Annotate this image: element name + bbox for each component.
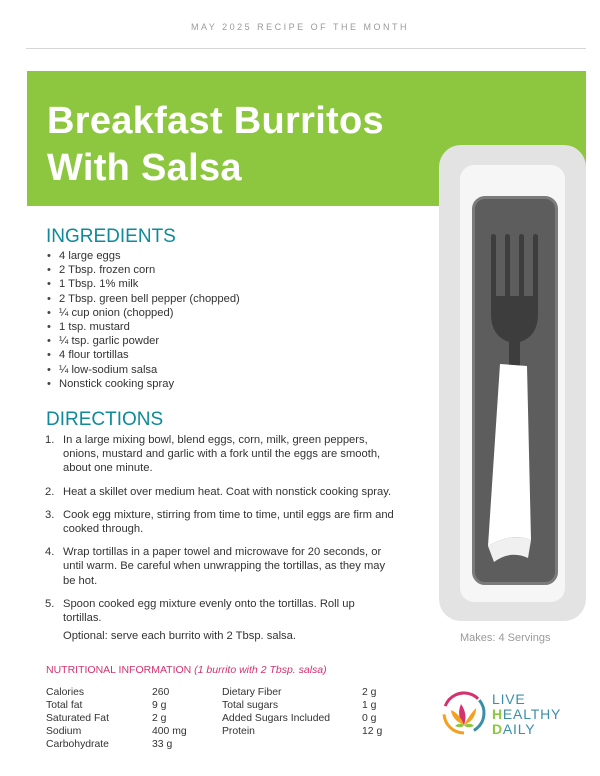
- step-text: Heat a skillet over medium heat. Coat with nonstick cooking spray.: [63, 485, 392, 498]
- ingredients-heading: INGREDIENTS: [46, 226, 176, 247]
- nutrition-row: [46, 686, 212, 699]
- logo-letter-d: D: [492, 721, 503, 737]
- step-text: Wrap tortillas in a paper towel and microwave for 20 seconds, or until warm. Be careful when unwrapping the tortillas, as they may be hot.: [63, 546, 386, 587]
- logo-letter-h: H: [492, 706, 503, 722]
- ingredient-item: • 2 Tbsp. green bell pepper (chopped): [47, 292, 240, 306]
- nutrition-table-right: [222, 686, 392, 738]
- nutrient-value: 1 g: [362, 700, 377, 711]
- ingredients-list: [47, 249, 240, 391]
- directions-heading: DIRECTIONS: [46, 409, 164, 430]
- nutrient-label: Dietary Fiber: [222, 687, 282, 698]
- nutrition-row: [46, 699, 212, 712]
- nutrient-label: Sodium: [46, 726, 82, 737]
- logo-word-daily: [492, 722, 561, 737]
- step-text: Spoon cooked egg mixture evenly onto the tortillas. Roll up tortillas.: [63, 597, 355, 625]
- nutrition-table-left: [46, 686, 212, 751]
- ingredient-item: • ¼ cup onion (chopped): [47, 306, 240, 320]
- nutrient-value: 2 g: [152, 713, 167, 724]
- direction-step: [45, 597, 395, 625]
- step-number: 3.: [45, 508, 55, 521]
- nutrient-label: Total sugars: [222, 700, 279, 711]
- recipe-title-line1: Breakfast Burritos: [47, 100, 384, 142]
- ingredient-item: • ¼ low-sodium salsa: [47, 363, 240, 377]
- step-number: 4.: [45, 546, 55, 559]
- recipe-title: [47, 98, 467, 192]
- nutrient-label: Calories: [46, 687, 85, 698]
- nutrient-value: 9 g: [152, 700, 167, 711]
- nutrition-row: [222, 712, 392, 725]
- ingredient-item: • 1 tsp. mustard: [47, 320, 240, 334]
- nutrition-serving-note: (1 burrito with 2 Tbsp. salsa): [194, 664, 327, 676]
- nutrition-row: [222, 699, 392, 712]
- ingredient-item: • ¼ tsp. garlic powder: [47, 334, 240, 348]
- nutrient-value: 2 g: [362, 687, 377, 698]
- step-text: Cook egg mixture, stirring from time to time, until eggs are firm and cooked through.: [63, 508, 394, 536]
- logo-wordmark: [492, 692, 561, 737]
- nutrient-value: 33 g: [152, 739, 173, 750]
- direction-step: [45, 545, 395, 588]
- logo-word-healthy: [492, 707, 561, 722]
- nutrient-label: Saturated Fat: [46, 713, 109, 724]
- directions-list: [45, 433, 395, 634]
- ingredient-item: • 2 Tbsp. frozen corn: [47, 263, 240, 277]
- step-number: 2.: [45, 485, 55, 498]
- nutrient-value: 12 g: [362, 726, 383, 737]
- direction-step: [45, 508, 395, 536]
- ingredient-item: • 4 flour tortillas: [47, 348, 240, 362]
- nutrition-row: [222, 725, 392, 738]
- nutrient-value: 0 g: [362, 713, 377, 724]
- nutrition-heading: [46, 664, 327, 676]
- direction-step: [45, 433, 395, 476]
- direction-step: [45, 485, 395, 499]
- logo-word-daily-rest: AILY: [502, 721, 536, 737]
- optional-note: Optional: serve each burrito with 2 Tbsp. salsa.: [63, 630, 296, 642]
- nutrient-label: Carbohydrate: [46, 739, 109, 750]
- nutrition-row: [46, 725, 212, 738]
- ingredient-item: • 4 large eggs: [47, 249, 240, 263]
- nutrient-label: Added Sugars Included: [222, 713, 331, 724]
- recipe-kicker: MAY 2025 RECIPE OF THE MONTH: [190, 22, 410, 32]
- step-number: 5.: [45, 597, 55, 610]
- servings-label: Makes: 4 Servings: [460, 632, 551, 644]
- step-text: In a large mixing bowl, blend eggs, corn, milk, green peppers, onions, mustard and garlic with a fork until the eggs are smooth, about one minute.: [63, 434, 381, 475]
- fork-napkin-icon: [472, 196, 558, 585]
- nutrient-value: 400 mg: [152, 726, 187, 737]
- nutrition-row: [46, 712, 212, 725]
- nutrition-title: NUTRITIONAL INFORMATION: [46, 664, 192, 676]
- ingredient-item: • Nonstick cooking spray: [47, 377, 240, 391]
- nutrient-value: 260: [152, 687, 170, 698]
- nutrient-label: Total fat: [46, 700, 83, 711]
- nutrition-row: [222, 686, 392, 699]
- nutrient-label: Protein: [222, 726, 255, 737]
- ingredient-item: • 1 Tbsp. 1% milk: [47, 277, 240, 291]
- lotus-leaf-icon: [440, 688, 490, 738]
- step-number: 1.: [45, 434, 55, 446]
- logo-word-healthy-rest: EALTHY: [502, 706, 562, 722]
- logo-word-live: LIVE: [492, 691, 526, 707]
- header-divider: [26, 48, 586, 49]
- nutrition-row: [46, 738, 212, 751]
- recipe-title-line2: With Salsa: [47, 147, 242, 189]
